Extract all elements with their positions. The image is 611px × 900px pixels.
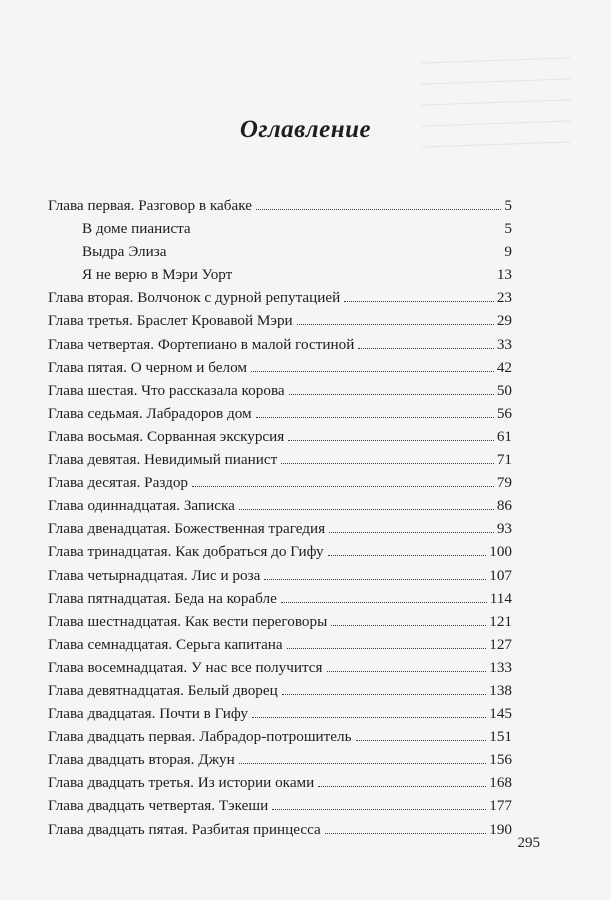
entry-page-number: 71 — [496, 451, 512, 469]
entry-page-number: 56 — [496, 404, 512, 422]
toc-entry — [48, 656, 512, 679]
dot-leader — [252, 717, 486, 718]
dot-leader — [358, 348, 493, 349]
entry-title: Глава шестая. Что рассказала корова — [48, 381, 285, 399]
entry-page-number: 50 — [496, 381, 512, 399]
dot-leader — [297, 324, 494, 325]
entry-title: Глава пятая. О черном и белом — [48, 358, 247, 376]
entry-page-number: 100 — [489, 543, 512, 561]
entry-title: Глава первая. Разговор в кабаке — [48, 197, 252, 214]
toc-subentry — [82, 240, 512, 263]
dot-leader — [281, 602, 487, 603]
toc-entry — [48, 356, 512, 379]
entry-page-number: 114 — [489, 589, 512, 607]
entry-title: Глава восемнадцатая. У нас все получится — [48, 658, 323, 676]
toc-entry — [48, 564, 512, 587]
dot-leader — [325, 833, 486, 834]
entry-page-number: 5 — [504, 197, 512, 214]
toc-subentry — [82, 263, 512, 286]
dot-leader — [256, 417, 494, 418]
entry-title: Выдра Элиза — [82, 243, 167, 261]
toc-entry — [48, 818, 512, 841]
entry-page-number: 151 — [489, 728, 512, 746]
entry-title: Глава двадцать вторая. Джун — [48, 751, 235, 769]
entry-title: Глава двадцать четвертая. Тэкеши — [48, 797, 269, 815]
toc-entry — [48, 448, 512, 471]
entry-title: В доме пианиста — [82, 220, 191, 238]
entry-title: Глава десятая. Раздор — [48, 474, 189, 492]
toc-entry — [48, 402, 512, 425]
toc-entry — [48, 610, 512, 633]
toc-entry — [48, 471, 512, 494]
dot-leader — [318, 786, 486, 787]
entry-title: Глава шестнадцатая. Как вести переговоры — [48, 612, 328, 630]
entry-page-number: 29 — [496, 312, 512, 330]
entry-page-number: 121 — [489, 612, 512, 630]
dot-leader — [264, 579, 486, 580]
dot-leader — [256, 209, 501, 210]
entry-title: Глава двадцать пятая. Разбитая принцесса — [48, 820, 321, 838]
dot-leader — [331, 625, 486, 626]
toc-entry — [48, 333, 512, 356]
entry-page-number: 133 — [489, 658, 512, 676]
entry-page-number: 145 — [489, 705, 512, 723]
toc-entry — [48, 379, 512, 402]
toc-entry — [48, 633, 512, 656]
dot-leader — [251, 371, 494, 372]
entry-title: Глава двенадцатая. Божественная трагедия — [48, 520, 326, 538]
table-of-contents — [48, 194, 512, 841]
dot-leader — [192, 486, 494, 487]
dot-leader — [239, 509, 494, 510]
entry-title: Глава четвертая. Фортепиано в малой гостиной — [48, 335, 355, 353]
entry-page-number: 107 — [489, 566, 512, 584]
dot-leader — [288, 440, 494, 441]
dot-leader — [329, 532, 494, 533]
toc-entry — [48, 517, 512, 540]
entry-title: Глава двадцать первая. Лабрадор-потрошитель — [48, 728, 352, 746]
toc-entry — [48, 725, 512, 748]
toc-entry — [48, 748, 512, 771]
toc-entry — [48, 771, 512, 794]
entry-title: Глава одиннадцатая. Записка — [48, 497, 235, 515]
entry-page-number: 93 — [496, 520, 512, 538]
entry-title: Глава вторая. Волчонок с дурной репутацией — [48, 289, 341, 307]
entry-page-number: 168 — [489, 774, 512, 792]
dot-leader — [281, 463, 494, 464]
dot-leader — [239, 763, 486, 764]
toc-entry — [48, 494, 512, 517]
dot-leader — [282, 694, 486, 695]
dot-leader — [344, 301, 494, 302]
dot-leader — [328, 555, 487, 556]
entry-page-number: 23 — [496, 289, 512, 307]
entry-title: Глава двадцатая. Почти в Гифу — [48, 705, 248, 723]
entry-page-number: 156 — [489, 751, 512, 769]
dot-leader — [287, 648, 487, 649]
toc-entry — [48, 194, 512, 217]
toc-entry — [48, 587, 512, 610]
entry-title: Глава пятнадцатая. Беда на корабле — [48, 589, 277, 607]
entry-page-number: 190 — [489, 820, 512, 838]
toc-entry — [48, 679, 512, 702]
entry-page-number: 79 — [496, 474, 512, 492]
entry-title: Я не верю в Мэри Уорт — [82, 266, 233, 284]
entry-page-number: 33 — [496, 335, 512, 353]
entry-page-number: 177 — [489, 797, 512, 815]
entry-page-number: 5 — [504, 220, 512, 238]
dot-leader — [289, 394, 494, 395]
entry-page-number: 138 — [489, 681, 512, 699]
entry-title: Глава третья. Браслет Кровавой Мэри — [48, 312, 293, 330]
entry-title: Глава седьмая. Лабрадоров дом — [48, 404, 252, 422]
dot-leader — [356, 740, 487, 741]
toc-entry — [48, 286, 512, 309]
toc-entry — [48, 794, 512, 817]
toc-entry — [48, 309, 512, 332]
toc-heading: Оглавление — [239, 116, 372, 143]
entry-page-number: 86 — [496, 497, 512, 515]
entry-page-number: 127 — [489, 635, 512, 653]
entry-title: Глава девятнадцатая. Белый дворец — [48, 681, 278, 699]
toc-entry — [48, 425, 512, 448]
entry-title: Глава четырнадцатая. Лис и роза — [48, 566, 261, 584]
entry-title: Глава двадцать третья. Из истории оками — [48, 774, 315, 792]
toc-entry — [48, 540, 512, 563]
entry-title: Глава семнадцатая. Серьга капитана — [48, 635, 283, 653]
dot-leader — [327, 671, 487, 672]
toc-entry — [48, 702, 512, 725]
entry-title: Глава тринадцатая. Как добраться до Гифу — [48, 543, 324, 561]
entry-page-number: 61 — [496, 427, 512, 445]
entry-page-number: 9 — [504, 243, 512, 261]
page-number: 295 — [517, 835, 540, 851]
dot-leader — [272, 809, 486, 810]
entry-title: Глава восьмая. Сорванная экскурсия — [48, 427, 285, 445]
entry-page-number: 13 — [496, 266, 512, 284]
entry-page-number: 42 — [496, 358, 512, 376]
toc-subentry — [82, 217, 512, 240]
entry-title: Глава девятая. Невидимый пианист — [48, 451, 278, 469]
